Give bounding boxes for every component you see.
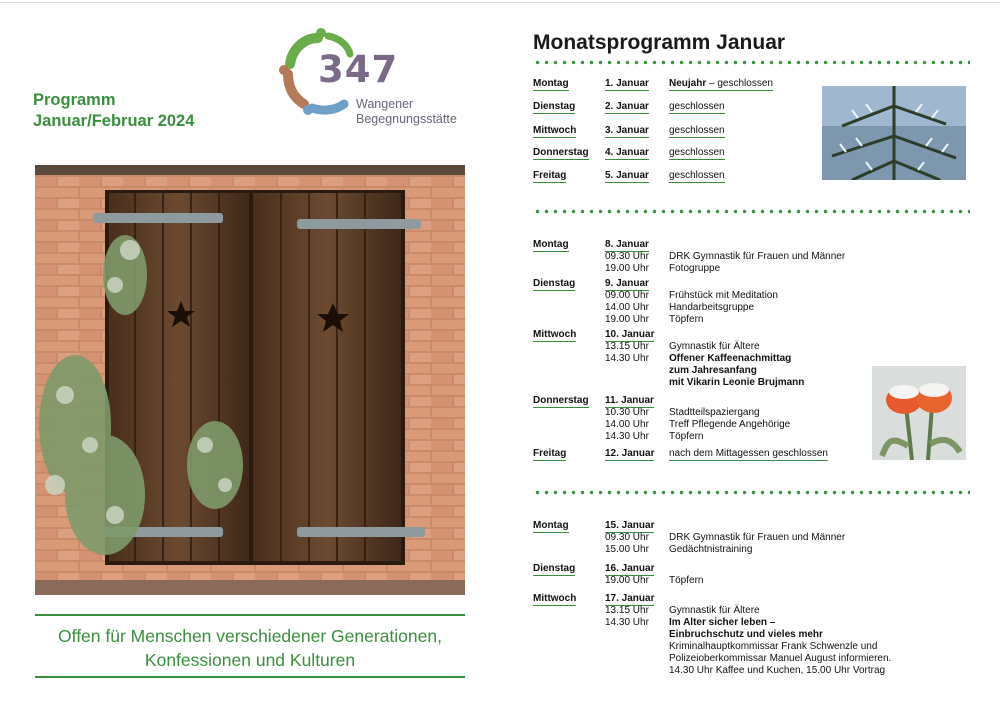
- logo-text-line1: Wangener: [356, 97, 414, 111]
- event-desc: DRK Gymnastik für Frauen und Männer: [669, 251, 846, 262]
- schedule-row: [533, 419, 863, 431]
- schedule-row: [533, 544, 863, 556]
- dotted-divider: [533, 490, 970, 495]
- event-time: 19.00 Uhr: [605, 575, 649, 586]
- schedule-row: [533, 251, 863, 263]
- schedule-row: [533, 431, 863, 443]
- date-label: 17. Januar: [605, 593, 655, 604]
- event-time: 10.30 Uhr: [605, 407, 649, 418]
- day-label: Donnerstag: [533, 395, 589, 406]
- day-label: Montag: [533, 520, 569, 531]
- event-time: 13.15 Uhr: [605, 341, 649, 352]
- event-time: 09.30 Uhr: [605, 532, 649, 543]
- event-desc: Frühstück mit Meditation: [669, 290, 778, 301]
- schedule-row: [533, 302, 863, 314]
- event-time: 19.00 Uhr: [605, 263, 649, 274]
- date-label: 9. Januar: [605, 278, 649, 289]
- event-time: 09.00 Uhr: [605, 290, 649, 301]
- day-label: Freitag: [533, 170, 567, 181]
- month-title: Monatsprogramm Januar: [533, 31, 786, 54]
- logo: [278, 24, 478, 134]
- schedule-row: [533, 641, 878, 653]
- event-desc: DRK Gymnastik für Frauen und Männer: [669, 532, 846, 543]
- schedule-row: [533, 170, 863, 182]
- program-title-line1: Programm: [33, 91, 116, 109]
- dotted-divider: [533, 60, 970, 65]
- schedule-row: [533, 395, 863, 407]
- top-border: [0, 2, 1000, 3]
- schedule-row: [533, 125, 863, 137]
- event-desc-continued: 14.30 Uhr Kaffee und Kuchen, 15.00 Uhr Vortrag: [669, 665, 886, 676]
- slogan-rule-top: [35, 614, 465, 616]
- event-desc: Handarbeitsgruppe: [669, 302, 755, 313]
- date-label: 2. Januar: [605, 101, 649, 112]
- event-desc: Gymnastik für Ältere: [669, 341, 760, 352]
- event-desc: Töpfern: [669, 431, 704, 442]
- schedule-row: [533, 290, 863, 302]
- event-desc-continued: Kriminalhauptkommissar Frank Schwenzle und: [669, 641, 878, 652]
- schedule-row: [533, 665, 886, 677]
- logo-number: 347: [318, 48, 399, 91]
- program-title: [33, 90, 194, 132]
- program-title-line2: Januar/Februar 2024: [33, 112, 195, 130]
- event-time: 09.30 Uhr: [605, 251, 649, 262]
- event-time: 13.15 Uhr: [605, 605, 649, 616]
- event-desc: Töpfern: [669, 575, 704, 586]
- date-label: 8. Januar: [605, 239, 649, 250]
- schedule-row: [533, 147, 863, 159]
- day-label: Dienstag: [533, 278, 576, 289]
- day-label: Dienstag: [533, 563, 576, 574]
- event-desc: nach dem Mittagessen geschlossen: [669, 448, 828, 459]
- schedule-row: [533, 341, 863, 353]
- schedule-row: [533, 448, 863, 460]
- event-desc: Im Alter sicher leben –: [669, 617, 776, 628]
- schedule-row: [533, 563, 863, 575]
- event-time: 14.00 Uhr: [605, 302, 649, 313]
- event-desc: geschlossen: [669, 101, 725, 112]
- schedule-row: [533, 629, 863, 641]
- event-time: 14.30 Uhr: [605, 617, 649, 628]
- day-label: Montag: [533, 239, 569, 250]
- schedule-row: [533, 314, 863, 326]
- day-label: Dienstag: [533, 101, 576, 112]
- wooden-shutters-photo: [35, 165, 465, 595]
- schedule-row: [533, 353, 863, 365]
- schedule-row: [533, 329, 863, 341]
- event-desc-bold: Neujahr: [669, 78, 707, 89]
- date-label: 15. Januar: [605, 520, 655, 531]
- day-label: Freitag: [533, 448, 567, 459]
- date-label: 3. Januar: [605, 125, 649, 136]
- slogan-line2: Konfessionen und Kulturen: [144, 650, 356, 670]
- day-label: Mittwoch: [533, 329, 577, 340]
- logo-text-line2: Begegnungsstätte: [356, 112, 457, 126]
- schedule-row: [533, 101, 863, 113]
- schedule-row: [533, 617, 863, 629]
- event-desc: [669, 78, 773, 91]
- event-desc: geschlossen: [669, 147, 725, 158]
- event-desc: Treff Pflegende Angehörige: [669, 419, 791, 430]
- frosted-flower-photo: [872, 366, 966, 460]
- schedule-row: [533, 365, 863, 377]
- day-label: Donnerstag: [533, 147, 589, 158]
- schedule-row: [533, 278, 863, 290]
- event-desc-continued: zum Jahresanfang: [669, 365, 757, 376]
- schedule-row: [533, 605, 863, 617]
- event-desc: Gymnastik für Ältere: [669, 605, 760, 616]
- schedule-row: [533, 377, 863, 389]
- event-desc: geschlossen: [669, 170, 725, 181]
- schedule-row: [533, 263, 863, 275]
- frosted-fir-photo: [822, 86, 966, 180]
- slogan-rule-bottom: [35, 676, 465, 678]
- event-desc: geschlossen: [669, 125, 725, 136]
- event-desc-rest: – geschlossen: [706, 78, 773, 89]
- slogan: [35, 624, 465, 672]
- schedule-row: [533, 407, 863, 419]
- logo-text: [356, 97, 457, 127]
- date-label: 12. Januar: [605, 448, 655, 459]
- schedule-row: [533, 520, 863, 532]
- event-time: 14.30 Uhr: [605, 353, 649, 364]
- event-time: 15.00 Uhr: [605, 544, 649, 555]
- schedule-row: [533, 78, 863, 90]
- week-1-schedule: [533, 78, 863, 182]
- event-time: 14.00 Uhr: [605, 419, 649, 430]
- date-label: 1. Januar: [605, 78, 649, 89]
- slogan-line1: Offen für Menschen verschiedener Generationen,: [58, 626, 442, 646]
- date-label: 16. Januar: [605, 563, 655, 574]
- schedule-row: [533, 653, 892, 665]
- date-label: 11. Januar: [605, 395, 654, 406]
- event-desc: Fotogruppe: [669, 263, 721, 274]
- date-label: 10. Januar: [605, 329, 655, 340]
- day-label: Montag: [533, 78, 569, 89]
- event-time: 14.30 Uhr: [605, 431, 649, 442]
- schedule-row: [533, 575, 863, 587]
- date-label: 5. Januar: [605, 170, 649, 181]
- week-3-schedule: [533, 520, 892, 677]
- schedule-row: [533, 239, 863, 251]
- event-desc-continued: mit Vikarin Leonie Brujmann: [669, 377, 805, 388]
- day-label: Mittwoch: [533, 593, 577, 604]
- event-desc-continued: Einbruchschutz und vieles mehr: [669, 629, 823, 640]
- schedule-row: [533, 593, 863, 605]
- event-desc: Gedächtnistraining: [669, 544, 753, 555]
- event-desc: Stadtteilspaziergang: [669, 407, 760, 418]
- date-label: 4. Januar: [605, 147, 649, 158]
- event-time: 19.00 Uhr: [605, 314, 649, 325]
- dotted-divider: [533, 209, 970, 214]
- day-label: Mittwoch: [533, 125, 577, 136]
- event-desc: Offener Kaffeenachmittag: [669, 353, 792, 364]
- schedule-row: [533, 532, 863, 544]
- event-desc-continued: Polizeioberkommissar Manuel August informieren.: [669, 653, 892, 664]
- event-desc: Töpfern: [669, 314, 704, 325]
- week-2-schedule: [533, 239, 863, 460]
